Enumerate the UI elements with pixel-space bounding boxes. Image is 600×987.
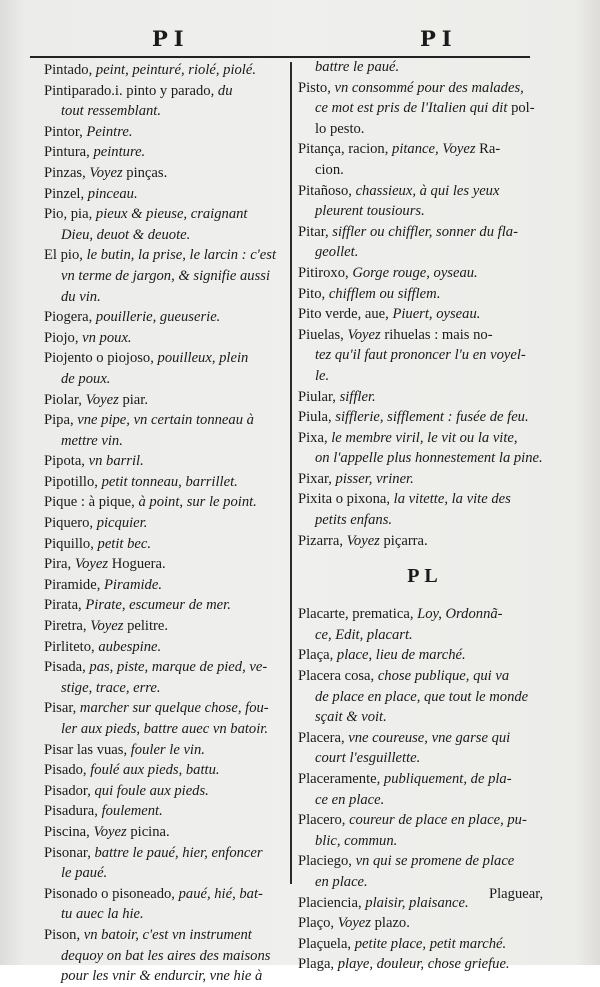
entry-line	[298, 57, 552, 78]
entry-definition: vn qui se promene de place	[355, 853, 515, 870]
section-heading-pl: PL	[407, 565, 443, 588]
entry-definition: Dieu, deuot & deuote.	[61, 226, 191, 243]
entry-line	[44, 966, 290, 987]
entry-definition: Gorge rouge, oyseau.	[352, 264, 478, 281]
entry-definition: vn batoir, c'est vn instrument	[83, 926, 252, 943]
entry-headword: Placiego,	[298, 853, 356, 870]
entry-headword: Pisador,	[44, 782, 95, 799]
entry-headword: Pixita o pixona,	[298, 491, 394, 508]
entry-headword: Pintor,	[44, 123, 87, 140]
entry-line	[44, 760, 290, 781]
entry-line	[44, 60, 290, 81]
entry-definition: plaisir, plaisance.	[365, 894, 469, 911]
entry-line	[298, 645, 552, 666]
entry-headword: Piular,	[298, 388, 340, 405]
entry-line	[44, 534, 290, 555]
entry-definition: pieux & pieuse, craignant	[95, 206, 248, 223]
entry-headword: Placera,	[298, 729, 349, 746]
entry-definition: du vin.	[61, 288, 101, 305]
entry-definition: de poux.	[61, 370, 111, 387]
entry-definition: le paué.	[61, 865, 108, 882]
entry-definition: petit tonneau, barrillet.	[101, 473, 238, 490]
entry-line	[298, 489, 552, 510]
entry-line	[298, 160, 552, 181]
entry-headword: Pipa,	[44, 412, 78, 429]
entry-reference: Ra-	[475, 141, 501, 158]
entry-line	[298, 790, 552, 811]
entry-definition: siffler ou chiffler, sonner du fla-	[332, 223, 518, 240]
entry-headword: Plaçuela,	[298, 935, 355, 952]
entry-definition: Piuert, oyseau.	[392, 306, 481, 323]
entry-definition: sçait & voit.	[315, 709, 387, 726]
running-head-left: PI	[152, 26, 190, 51]
entry-definition: Voyez	[89, 164, 123, 181]
entry-headword: Pizarra,	[298, 532, 347, 549]
entry-definition: Peintre.	[86, 123, 133, 140]
entry-line	[44, 554, 290, 575]
entry-headword: Placeramente,	[298, 771, 384, 787]
entry-line	[44, 287, 290, 308]
entry-line	[298, 407, 552, 428]
entry-line	[44, 328, 290, 349]
entry-headword: Plaço,	[298, 915, 338, 932]
entry-line	[298, 666, 552, 687]
entry-headword: Pinzas,	[44, 164, 90, 181]
entry-definition: à point, sur le point.	[138, 494, 257, 511]
entry-definition: vn poux.	[82, 329, 132, 346]
entry-headword: Piolar,	[44, 391, 86, 408]
entry-line	[298, 263, 552, 284]
entry-headword: Pito,	[298, 285, 329, 302]
entry-line	[298, 810, 552, 831]
entry-definition: petit bec.	[97, 535, 152, 552]
entry-line	[44, 513, 290, 534]
running-head-right: PI	[420, 26, 458, 51]
entry-definition: Voyez	[74, 556, 109, 573]
entry-line	[44, 946, 290, 967]
entry-definition: chassieux, à qui les yeux	[355, 182, 500, 199]
entry-reference: cion.	[315, 161, 344, 178]
entry-headword: Pixar,	[298, 470, 336, 487]
entry-line	[298, 284, 552, 305]
entry-definition: la vitette, la vite des	[393, 491, 511, 508]
entry-definition: peint, peinturé, riolé, piolé.	[95, 62, 256, 78]
entry-definition: fouler le vin.	[130, 741, 205, 758]
entry-definition: en place.	[315, 873, 368, 890]
entry-line	[298, 325, 552, 346]
entry-line	[298, 687, 552, 708]
entry-line	[44, 925, 290, 946]
entry-headword: Piuelas,	[298, 326, 348, 343]
entry-line	[298, 304, 552, 325]
right-column	[298, 57, 552, 975]
entry-definition: Loy, Ordonnã-	[417, 606, 503, 623]
entry-reference: rihuelas : mais no-	[380, 326, 493, 343]
entry-reference: picina.	[126, 823, 170, 840]
entry-headword: Piquero,	[44, 515, 97, 532]
entry-headword: Pintiparado.i. pinto y parado,	[44, 82, 218, 99]
entry-line	[44, 245, 290, 266]
entry-definition: ce, Edit, placart.	[315, 626, 413, 643]
entry-headword: Pisonar,	[44, 844, 95, 861]
entry-headword: Piula,	[298, 409, 336, 426]
entry-line	[44, 884, 290, 905]
entry-line	[298, 139, 552, 160]
entry-definition: stige, trace, erre.	[61, 679, 161, 696]
entry-line	[298, 851, 552, 872]
catchword: Plaguear,	[489, 886, 544, 902]
entry-headword: Piojento o piojoso,	[44, 350, 158, 367]
entry-line	[44, 142, 290, 163]
entry-line	[44, 719, 290, 740]
entry-line	[298, 913, 552, 934]
entry-line	[298, 448, 552, 469]
entry-headword: Pipotillo,	[44, 473, 102, 490]
entry-definition: vne pipe, vn certain tonneau à	[77, 412, 254, 429]
entry-headword: Pisado,	[44, 762, 91, 779]
entry-headword: Pixa,	[298, 429, 332, 446]
entry-definition: pour les vnir & endurcir, vne hie à	[61, 968, 263, 985]
entry-headword: Piretra,	[44, 618, 91, 635]
entry-line	[44, 472, 290, 493]
entry-line	[298, 707, 552, 728]
entry-definition: ler aux pieds, battre auec vn batoir.	[61, 721, 268, 737]
entry-definition: du	[217, 82, 233, 99]
entry-line	[298, 387, 552, 408]
entry-reference: pol-	[511, 100, 535, 117]
entry-definition: foulé aux pieds, battu.	[90, 762, 220, 779]
entry-definition: vn consommé pour des malades,	[334, 79, 524, 96]
entry-definition: chiffleт ou siffleт.	[328, 285, 441, 302]
entry-line	[44, 184, 290, 205]
entry-line	[298, 469, 552, 490]
entry-line	[44, 657, 290, 678]
entry-definition: petits enfans.	[315, 512, 393, 529]
entry-definition: battre le paué.	[315, 59, 400, 75]
entry-definition: mettre vin.	[61, 432, 123, 449]
entry-line	[298, 604, 552, 625]
entry-definition: vn terme de jargon, & signifie aussi	[61, 267, 271, 284]
entry-definition: vne coureuse, vne garse qui	[348, 729, 511, 746]
entry-line	[298, 201, 552, 222]
entry-definition: place, lieu de marché.	[336, 647, 466, 664]
entry-definition: Voyez	[337, 915, 371, 932]
entry-line	[44, 163, 290, 184]
entry-headword: Pisar,	[44, 700, 80, 717]
entry-line	[44, 307, 290, 328]
entry-line	[44, 492, 290, 513]
entry-headword: Pinzel,	[44, 185, 88, 202]
entry-headword: Piramide,	[44, 576, 104, 593]
entry-line	[44, 904, 290, 925]
entry-line	[44, 637, 290, 658]
entry-definition: petite place, petit marché.	[354, 935, 507, 952]
entry-definition: tez qu'il faut prononcer l'u en voyel-	[315, 347, 526, 364]
entry-line	[44, 204, 290, 225]
entry-definition: de place en place, que tout le monde	[315, 688, 529, 705]
entry-line	[44, 410, 290, 431]
entry-definition: paué, hié, bat-	[178, 885, 263, 902]
entry-headword: Pipota,	[44, 453, 89, 470]
entry-definition: le butin, la prise, le larcin : c'est	[86, 247, 277, 264]
entry-headword: Pitar,	[298, 223, 333, 240]
entry-headword: Placera cosa,	[298, 668, 378, 685]
entry-reference: pinças.	[122, 164, 168, 181]
entry-definition: Pirate, escumeur de mer.	[85, 597, 231, 614]
entry-line	[298, 78, 552, 99]
entry-line	[298, 242, 552, 263]
entry-headword: Piogera,	[44, 309, 96, 326]
entry-definition: court l'esguillette.	[315, 750, 421, 767]
entry-definition: tout ressemblant.	[61, 103, 161, 120]
entry-line	[44, 843, 290, 864]
entry-headword: Pira,	[44, 556, 75, 573]
entry-line	[44, 801, 290, 822]
entry-line	[44, 101, 290, 122]
right-column-pi-entries	[298, 57, 552, 551]
entry-headword: Pique : à pique,	[44, 494, 139, 511]
entry-definition: le membre viril, le vit ou la vite,	[331, 429, 518, 446]
left-column	[44, 60, 290, 987]
entry-definition: le.	[315, 367, 330, 384]
entry-definition: pouilleux, plein	[157, 350, 249, 367]
entry-definition: publiquement, de pla-	[383, 771, 512, 787]
entry-line	[44, 431, 290, 452]
entry-reference: pelitre.	[123, 618, 169, 635]
entry-line	[298, 954, 552, 975]
entry-definition: peinture.	[93, 144, 146, 161]
entry-line	[44, 863, 290, 884]
entry-definition: Voyez	[347, 326, 381, 343]
entry-reference: piar.	[118, 391, 148, 408]
entry-headword: Piojo,	[44, 329, 83, 346]
right-column-pl-entries	[298, 604, 552, 975]
entry-definition: blic, commun.	[315, 832, 398, 849]
entry-headword: Pintado,	[44, 62, 96, 78]
entry-headword: Pison,	[44, 926, 84, 943]
entry-line	[298, 769, 552, 790]
entry-definition: tu auec la hie.	[61, 906, 144, 923]
entry-line	[298, 222, 552, 243]
entry-line	[44, 369, 290, 390]
entry-line	[298, 831, 552, 852]
entry-definition: Voyez	[346, 532, 380, 549]
entry-reference: lo pesto.	[315, 120, 365, 137]
entry-line	[44, 781, 290, 802]
entry-line	[44, 451, 290, 472]
entry-definition: sifflerie, sifflement : fusée de feu.	[335, 409, 529, 426]
entry-headword: Pirliteto,	[44, 638, 99, 655]
entry-line	[298, 625, 552, 646]
entry-definition: chose publique, qui va	[377, 668, 510, 685]
entry-reference: Hoguera.	[108, 556, 166, 573]
entry-line	[44, 616, 290, 637]
entry-headword: Pisar las vuas,	[44, 741, 131, 758]
entry-line	[44, 740, 290, 761]
entry-definition: on l'appelle plus honnestement la pine.	[315, 450, 543, 467]
entry-headword: Plaga,	[298, 956, 338, 973]
entry-headword: Pio, pia,	[44, 206, 96, 223]
entry-definition: playe, douleur, chose griefue.	[337, 956, 510, 973]
entry-headword: Pisadura,	[44, 803, 102, 820]
entry-definition: dequoy on bat les aires des maisons	[61, 947, 271, 964]
entry-headword: El pio,	[44, 247, 87, 264]
entry-line	[298, 510, 552, 531]
entry-line	[44, 575, 290, 596]
entry-headword: Piscina,	[44, 823, 94, 840]
entry-line	[44, 390, 290, 411]
entry-definition: aubespine.	[98, 638, 162, 655]
entry-line	[298, 531, 552, 552]
entry-headword: Plaça,	[298, 647, 337, 664]
entry-line	[44, 595, 290, 616]
entry-definition: Voyez	[85, 391, 119, 408]
entry-definition: foulement.	[101, 803, 163, 820]
entry-definition: battre le paué, hier, enfoncer	[94, 844, 263, 861]
entry-line	[298, 345, 552, 366]
entry-line	[44, 822, 290, 843]
entry-line	[298, 98, 552, 119]
entry-line	[44, 266, 290, 287]
entry-definition: Voyez	[93, 823, 127, 840]
entry-headword: Placarte, prematica,	[298, 606, 418, 623]
entry-definition: picquier.	[96, 515, 148, 532]
entry-headword: Pitança, racion,	[298, 141, 393, 158]
entry-definition: ce mot est pris de l'Italien qui dit	[315, 100, 512, 117]
entry-headword: Pitañoso,	[298, 182, 356, 199]
entry-reference: piçarra.	[379, 532, 428, 549]
entry-headword: Pisto,	[298, 79, 335, 96]
entry-line	[44, 678, 290, 699]
entry-headword: Pitiroxo,	[298, 264, 353, 281]
entry-definition: qui foule aux pieds.	[94, 782, 209, 799]
entry-line	[298, 119, 552, 140]
entry-definition: pitance, Voyez	[392, 141, 476, 158]
entry-line	[298, 934, 552, 955]
entry-line	[44, 81, 290, 102]
entry-definition: Piramide.	[104, 576, 162, 593]
entry-line	[298, 728, 552, 749]
entry-definition: Voyez	[90, 618, 124, 635]
entry-headword: Pito verde, aue,	[298, 306, 393, 323]
entry-headword: Placiencia,	[298, 894, 366, 911]
entry-definition: pas, piste, marque de pied, ve-	[89, 659, 268, 676]
entry-line	[44, 122, 290, 143]
entry-definition: pleurent tousiours.	[315, 203, 425, 220]
entry-headword: Placero,	[298, 812, 350, 829]
entry-line	[44, 698, 290, 719]
entry-definition: ce en place.	[315, 791, 385, 808]
entry-headword: Pintura,	[44, 144, 94, 161]
entry-reference: plazo.	[370, 915, 410, 932]
entry-line	[298, 181, 552, 202]
entry-line	[44, 225, 290, 246]
entry-definition: pisser, vriner.	[335, 470, 414, 487]
entry-headword: Pirata,	[44, 597, 86, 614]
entry-line	[44, 348, 290, 369]
entry-definition: pouillerie, gueuserie.	[95, 309, 221, 326]
entry-definition: coureur de place en place, pu-	[349, 812, 527, 829]
entry-definition: marcher sur quelque chose, fou-	[79, 700, 269, 717]
entry-definition: siffler.	[339, 388, 376, 405]
entry-headword: Piquillo,	[44, 535, 98, 552]
entry-definition: geollet.	[315, 244, 359, 261]
entry-definition: pinceau.	[87, 185, 138, 202]
column-divider	[290, 62, 292, 884]
entry-line	[298, 748, 552, 769]
entry-headword: Pisonado o pisoneado,	[44, 885, 179, 902]
entry-line	[298, 428, 552, 449]
entry-definition: vn barril.	[88, 453, 144, 470]
entry-line	[298, 366, 552, 387]
entry-headword: Pisada,	[44, 659, 90, 676]
